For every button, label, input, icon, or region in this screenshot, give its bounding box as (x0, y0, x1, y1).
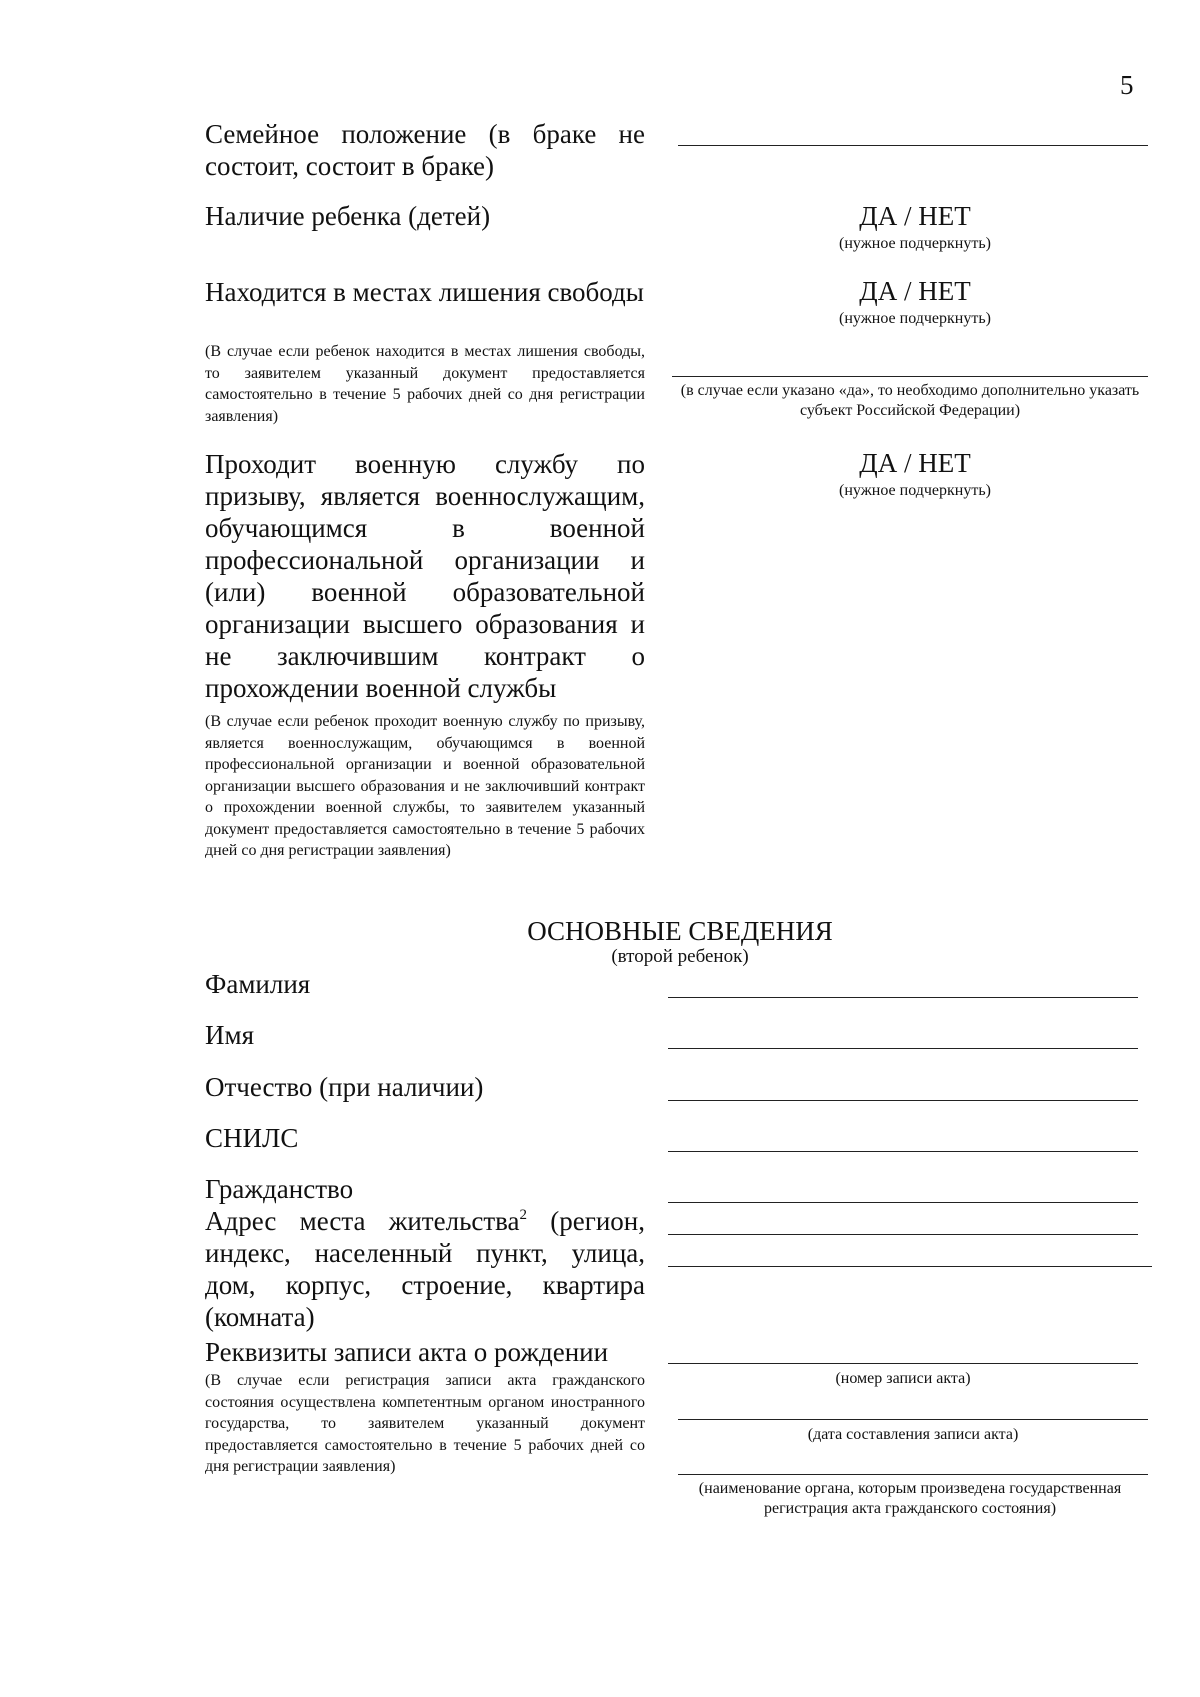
section-title: ОСНОВНЫЕ СВЕДЕНИЯ (527, 916, 833, 946)
military-hint: (нужное подчеркнуть) (839, 482, 991, 499)
children-answer[interactable]: ДА / НЕТ (859, 201, 971, 231)
marital-status-label: Семейное положение (в браке не состоит, состоит в браке) (205, 119, 645, 181)
record-number-hint: (номер записи акта) (835, 1370, 971, 1387)
address-label-rest: (регион, индекс, населенный пункт, улица, дом, корпус, строение, квартира (комната) (205, 1206, 645, 1332)
imprisonment-subject-line[interactable] (672, 376, 1148, 377)
name-label: Имя (205, 1020, 255, 1050)
record-authority-field-line[interactable] (678, 1474, 1148, 1475)
address-label (205, 1205, 645, 1333)
snils-label: СНИЛС (205, 1123, 299, 1153)
imprisonment-answer[interactable]: ДА / НЕТ (859, 276, 971, 306)
imprisonment-subject-hint: (в случае если указано «да», то необходимо дополнительно указать субъект Российской Федерации) (680, 382, 1140, 419)
name-field-line[interactable] (668, 1048, 1138, 1049)
section-subtitle: (второй ребенок) (611, 946, 749, 967)
snils-field-line[interactable] (668, 1151, 1138, 1152)
birth-record-label: Реквизиты записи акта о рождении (205, 1337, 609, 1367)
military-note: (В случае если ребенок проходит военную службу по призыву, является военнослужащим, обучающимся в военной профессиональной организации и военной образовательной организации высшего образования и не заключивший контракт о прохождении военной службы, то заявителем указанный документ предоставляется самостоятельно в течение 5 рабочих дней со дня регистрации заявления) (205, 713, 645, 859)
patronymic-field-line[interactable] (668, 1100, 1138, 1101)
address-field-line-1[interactable] (668, 1234, 1138, 1235)
imprisonment-note: (В случае если ребенок находится в местах лишения свободы, то заявителем указанный документ предоставляется самостоятельно в течение 5 рабочих дней со дня регистрации заявления) (205, 343, 645, 425)
military-label: Проходит военную службу по призыву, является военнослужащим, обучающимся в военной профессиональной организации и (или) военной образовательной организации высшего образования и не заключившим контракт о прохождении военной службы (205, 449, 645, 703)
record-authority-hint: (наименование органа, которым произведена государственная регистрация акта гражданского состояния) (698, 1480, 1122, 1517)
patronymic-label: Отчество (при наличии) (205, 1072, 484, 1102)
birth-record-note: (В случае если регистрация записи акта гражданского состояния осуществлена компетентным органом иностранного государства, то заявителем указанный документ предоставляется самостоятельно в течение 5 рабочих дней со дня регистрации заявления) (205, 1372, 645, 1475)
address-field-line-2[interactable] (668, 1266, 1152, 1267)
record-date-hint: (дата составления записи акта) (807, 1426, 1019, 1443)
children-hint: (нужное подчеркнуть) (839, 235, 991, 252)
marital-status-field-line[interactable] (678, 145, 1148, 146)
citizenship-label: Гражданство (205, 1174, 354, 1204)
surname-field-line[interactable] (668, 997, 1138, 998)
military-answer[interactable]: ДА / НЕТ (859, 448, 971, 478)
surname-label: Фамилия (205, 969, 311, 999)
imprisonment-label: Находится в местах лишения свободы (205, 277, 644, 307)
address-footnote-marker: 2 (519, 1207, 528, 1223)
record-date-field-line[interactable] (678, 1419, 1148, 1420)
children-label: Наличие ребенка (детей) (205, 201, 491, 231)
address-label-main: Адрес места жительства (205, 1206, 520, 1236)
record-number-field-line[interactable] (668, 1363, 1138, 1364)
page-number: 5 (1120, 70, 1134, 100)
citizenship-field-line[interactable] (668, 1202, 1138, 1203)
imprisonment-hint: (нужное подчеркнуть) (839, 310, 991, 327)
